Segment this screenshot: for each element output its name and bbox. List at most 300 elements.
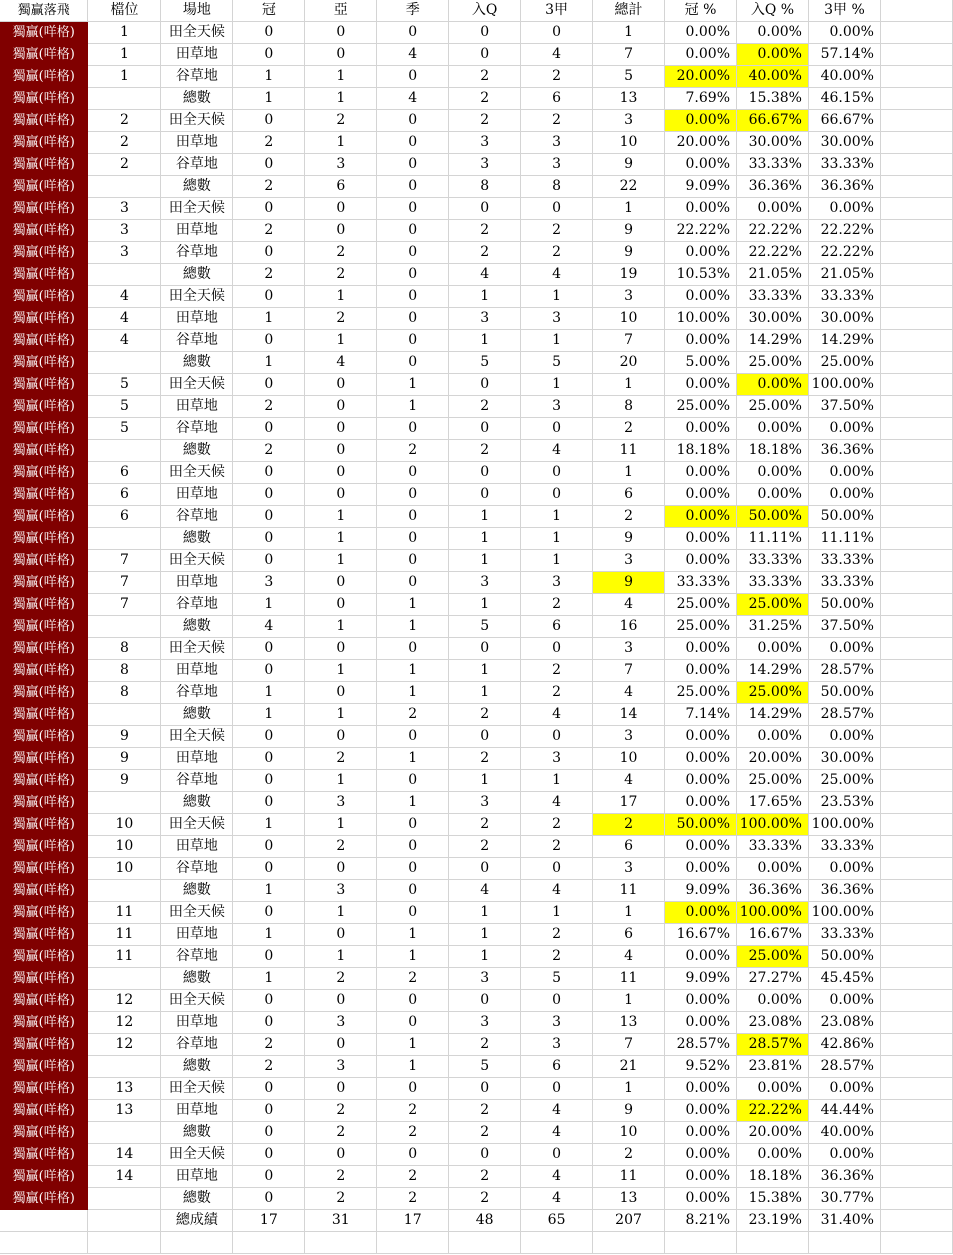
table-cell[interactable]: 1 <box>233 66 305 88</box>
empty-cell[interactable] <box>880 902 952 924</box>
table-cell[interactable]: 0 <box>377 1144 449 1166</box>
table-cell[interactable]: 21.05% <box>808 264 880 286</box>
table-cell[interactable]: 25.00% <box>737 594 809 616</box>
empty-cell[interactable] <box>880 748 952 770</box>
table-cell[interactable]: 0 <box>449 418 521 440</box>
table-cell[interactable]: 6 <box>88 506 161 528</box>
table-cell[interactable]: 田草地 <box>161 308 233 330</box>
table-cell[interactable]: 12 <box>88 990 161 1012</box>
table-cell[interactable]: 22.22% <box>737 242 809 264</box>
empty-cell[interactable] <box>880 1188 952 1210</box>
table-cell[interactable]: 0 <box>449 198 521 220</box>
row-label[interactable]: 獨贏(咩格) <box>0 506 88 528</box>
empty-cell[interactable] <box>880 880 952 902</box>
table-cell[interactable]: 0 <box>233 770 305 792</box>
table-cell[interactable]: 0.00% <box>665 550 737 572</box>
table-cell[interactable]: 4 <box>521 264 593 286</box>
empty-cell[interactable] <box>880 1144 952 1166</box>
row-label[interactable]: 獨贏(咩格) <box>0 1056 88 1078</box>
table-cell[interactable]: 4 <box>521 1122 593 1144</box>
table-cell[interactable]: 0.00% <box>808 418 880 440</box>
table-cell[interactable]: 1 <box>233 682 305 704</box>
table-cell[interactable]: 50.00% <box>808 682 880 704</box>
table-cell[interactable]: 10 <box>593 132 665 154</box>
table-cell[interactable]: 0.00% <box>737 990 809 1012</box>
table-cell[interactable]: 0 <box>305 440 377 462</box>
table-cell[interactable]: 17.65% <box>737 792 809 814</box>
table-cell[interactable]: 5 <box>521 968 593 990</box>
table-cell[interactable]: 36.36% <box>808 440 880 462</box>
table-cell[interactable]: 谷草地 <box>161 418 233 440</box>
table-cell[interactable]: 8 <box>521 176 593 198</box>
table-cell[interactable]: 2 <box>233 220 305 242</box>
table-cell[interactable]: 45.45% <box>808 968 880 990</box>
empty-cell[interactable] <box>880 1012 952 1034</box>
table-cell[interactable]: 2 <box>521 814 593 836</box>
table-cell[interactable]: 36.36% <box>737 176 809 198</box>
table-cell[interactable]: 3 <box>449 968 521 990</box>
table-cell[interactable]: 1 <box>305 286 377 308</box>
table-cell[interactable]: 1 <box>305 946 377 968</box>
table-cell[interactable]: 3 <box>521 1012 593 1034</box>
column-header[interactable]: 入Q % <box>737 0 809 22</box>
table-cell[interactable]: 0 <box>305 220 377 242</box>
table-cell[interactable]: 0 <box>233 1012 305 1034</box>
table-cell[interactable]: 1 <box>521 528 593 550</box>
table-cell[interactable]: 9 <box>593 1100 665 1122</box>
table-cell[interactable]: 1 <box>233 924 305 946</box>
table-cell[interactable]: 3 <box>521 396 593 418</box>
table-cell[interactable]: 25.00% <box>665 396 737 418</box>
row-label[interactable]: 獨贏(咩格) <box>0 990 88 1012</box>
table-cell[interactable]: 4 <box>521 704 593 726</box>
empty-cell[interactable] <box>880 1056 952 1078</box>
table-cell[interactable]: 谷草地 <box>161 858 233 880</box>
table-cell[interactable]: 13 <box>593 1012 665 1034</box>
column-header[interactable]: 總計 <box>593 0 665 22</box>
table-cell[interactable]: 田草地 <box>161 748 233 770</box>
table-cell[interactable]: 1 <box>233 968 305 990</box>
table-cell[interactable]: 0 <box>233 528 305 550</box>
table-cell[interactable]: 0.00% <box>737 462 809 484</box>
table-cell[interactable]: 9 <box>88 726 161 748</box>
empty-cell[interactable] <box>880 726 952 748</box>
table-cell[interactable]: 9.52% <box>665 1056 737 1078</box>
table-cell[interactable]: 14.29% <box>737 704 809 726</box>
empty-cell[interactable] <box>880 88 952 110</box>
table-cell[interactable]: 2 <box>449 836 521 858</box>
table-cell[interactable]: 28.57% <box>737 1034 809 1056</box>
table-cell[interactable]: 2 <box>521 594 593 616</box>
total-cell[interactable] <box>88 1210 161 1232</box>
empty-cell[interactable] <box>377 1232 449 1254</box>
table-cell[interactable]: 1 <box>521 770 593 792</box>
empty-cell[interactable] <box>880 286 952 308</box>
table-cell[interactable]: 33.33% <box>808 836 880 858</box>
table-cell[interactable]: 13 <box>593 1188 665 1210</box>
table-cell[interactable]: 0 <box>233 660 305 682</box>
table-cell[interactable]: 7 <box>88 550 161 572</box>
table-cell[interactable]: 田全天候 <box>161 638 233 660</box>
table-cell[interactable]: 0 <box>449 858 521 880</box>
table-cell[interactable]: 2 <box>521 836 593 858</box>
table-cell[interactable]: 0 <box>377 528 449 550</box>
empty-cell[interactable] <box>880 682 952 704</box>
empty-cell[interactable] <box>880 462 952 484</box>
table-cell[interactable]: 2 <box>377 1122 449 1144</box>
table-cell[interactable]: 2 <box>593 418 665 440</box>
table-cell[interactable]: 3 <box>593 638 665 660</box>
empty-cell[interactable] <box>880 308 952 330</box>
table-cell[interactable]: 100.00% <box>808 814 880 836</box>
empty-cell[interactable] <box>880 550 952 572</box>
table-cell[interactable]: 25.00% <box>737 770 809 792</box>
row-label[interactable]: 獨贏(咩格) <box>0 1144 88 1166</box>
table-cell[interactable]: 0 <box>377 418 449 440</box>
table-cell[interactable]: 2 <box>521 946 593 968</box>
table-cell[interactable]: 33.33% <box>665 572 737 594</box>
table-cell[interactable]: 10 <box>88 836 161 858</box>
table-cell[interactable]: 1 <box>593 198 665 220</box>
table-cell[interactable]: 5 <box>449 616 521 638</box>
row-label[interactable]: 獨贏(咩格) <box>0 462 88 484</box>
table-cell[interactable]: 0.00% <box>665 506 737 528</box>
table-cell[interactable]: 0.00% <box>808 1144 880 1166</box>
row-label[interactable]: 獨贏(咩格) <box>0 396 88 418</box>
table-cell[interactable]: 20.00% <box>665 132 737 154</box>
table-cell[interactable] <box>88 1188 161 1210</box>
table-cell[interactable]: 2 <box>305 1122 377 1144</box>
empty-cell[interactable] <box>880 1100 952 1122</box>
table-cell[interactable]: 田草地 <box>161 220 233 242</box>
table-cell[interactable]: 5 <box>88 374 161 396</box>
table-cell[interactable]: 3 <box>305 880 377 902</box>
table-cell[interactable]: 4 <box>521 792 593 814</box>
empty-cell[interactable] <box>593 1232 665 1254</box>
table-cell[interactable]: 3 <box>305 1056 377 1078</box>
table-cell[interactable]: 0 <box>305 462 377 484</box>
table-cell[interactable]: 田全天候 <box>161 22 233 44</box>
table-cell[interactable]: 0 <box>233 22 305 44</box>
table-cell[interactable]: 0 <box>377 836 449 858</box>
table-cell[interactable]: 總數 <box>161 792 233 814</box>
table-cell[interactable]: 1 <box>377 682 449 704</box>
table-cell[interactable]: 4 <box>593 770 665 792</box>
table-cell[interactable]: 57.14% <box>808 44 880 66</box>
table-cell[interactable]: 0 <box>377 66 449 88</box>
table-cell[interactable]: 66.67% <box>808 110 880 132</box>
table-cell[interactable]: 0 <box>449 22 521 44</box>
table-cell[interactable]: 田全天候 <box>161 110 233 132</box>
table-cell[interactable]: 11 <box>88 924 161 946</box>
table-cell[interactable]: 9 <box>88 770 161 792</box>
table-cell[interactable]: 3 <box>593 110 665 132</box>
table-cell[interactable]: 2 <box>305 1166 377 1188</box>
table-cell[interactable]: 23.53% <box>808 792 880 814</box>
total-cell[interactable]: 23.19% <box>737 1210 809 1232</box>
table-cell[interactable]: 5 <box>593 66 665 88</box>
table-cell[interactable]: 13 <box>593 88 665 110</box>
table-cell[interactable]: 25.00% <box>665 616 737 638</box>
table-cell[interactable]: 0 <box>305 858 377 880</box>
table-cell[interactable]: 2 <box>233 396 305 418</box>
table-cell[interactable] <box>88 1056 161 1078</box>
table-cell[interactable]: 0 <box>377 726 449 748</box>
table-cell[interactable]: 0.00% <box>808 484 880 506</box>
table-cell[interactable]: 66.67% <box>737 110 809 132</box>
table-cell[interactable]: 谷草地 <box>161 506 233 528</box>
table-cell[interactable] <box>88 88 161 110</box>
table-cell[interactable]: 0.00% <box>808 638 880 660</box>
table-cell[interactable]: 50.00% <box>808 506 880 528</box>
row-label[interactable]: 獨贏(咩格) <box>0 924 88 946</box>
table-cell[interactable]: 總數 <box>161 616 233 638</box>
table-cell[interactable]: 1 <box>521 902 593 924</box>
table-cell[interactable]: 14.29% <box>737 330 809 352</box>
table-cell[interactable]: 0.00% <box>737 198 809 220</box>
table-cell[interactable]: 4 <box>521 44 593 66</box>
empty-cell[interactable] <box>737 1232 809 1254</box>
table-cell[interactable]: 3 <box>521 132 593 154</box>
table-cell[interactable]: 1 <box>521 506 593 528</box>
table-cell[interactable]: 21.05% <box>737 264 809 286</box>
table-cell[interactable]: 2 <box>305 308 377 330</box>
table-cell[interactable]: 10.00% <box>665 308 737 330</box>
table-cell[interactable]: 0 <box>377 572 449 594</box>
table-cell[interactable]: 1 <box>593 990 665 1012</box>
table-cell[interactable]: 1 <box>449 770 521 792</box>
table-cell[interactable]: 9.09% <box>665 176 737 198</box>
table-cell[interactable]: 0 <box>233 748 305 770</box>
table-cell[interactable]: 1 <box>305 506 377 528</box>
table-cell[interactable]: 1 <box>233 704 305 726</box>
table-cell[interactable]: 1 <box>88 22 161 44</box>
table-cell[interactable]: 3 <box>521 154 593 176</box>
table-cell[interactable]: 1 <box>377 792 449 814</box>
table-cell[interactable]: 5 <box>449 1056 521 1078</box>
table-cell[interactable]: 谷草地 <box>161 770 233 792</box>
table-cell[interactable]: 7.14% <box>665 704 737 726</box>
table-cell[interactable]: 2 <box>305 836 377 858</box>
table-cell[interactable]: 6 <box>593 836 665 858</box>
empty-cell[interactable] <box>880 616 952 638</box>
empty-cell[interactable] <box>880 770 952 792</box>
row-label[interactable]: 獨贏(咩格) <box>0 418 88 440</box>
table-cell[interactable]: 0 <box>377 154 449 176</box>
empty-cell[interactable] <box>880 704 952 726</box>
table-cell[interactable]: 25.00% <box>737 396 809 418</box>
table-cell[interactable]: 7 <box>593 330 665 352</box>
table-cell[interactable]: 0.00% <box>665 418 737 440</box>
table-cell[interactable]: 0 <box>377 990 449 1012</box>
table-cell[interactable]: 0.00% <box>737 418 809 440</box>
table-cell[interactable]: 10.53% <box>665 264 737 286</box>
table-cell[interactable]: 1 <box>449 594 521 616</box>
table-cell[interactable]: 田草地 <box>161 1166 233 1188</box>
table-cell[interactable]: 4 <box>521 1188 593 1210</box>
empty-cell[interactable] <box>880 1166 952 1188</box>
table-cell[interactable]: 100.00% <box>737 902 809 924</box>
table-cell[interactable]: 田全天候 <box>161 462 233 484</box>
table-cell[interactable]: 0.00% <box>665 22 737 44</box>
table-cell[interactable]: 田全天候 <box>161 286 233 308</box>
table-cell[interactable]: 3 <box>88 242 161 264</box>
table-cell[interactable]: 1 <box>305 770 377 792</box>
table-cell[interactable]: 谷草地 <box>161 330 233 352</box>
table-cell[interactable]: 4 <box>521 440 593 462</box>
table-cell[interactable]: 0 <box>305 924 377 946</box>
table-cell[interactable]: 12 <box>88 1034 161 1056</box>
table-cell[interactable]: 2 <box>305 1188 377 1210</box>
table-cell[interactable]: 0 <box>377 858 449 880</box>
table-cell[interactable]: 2 <box>521 682 593 704</box>
table-cell[interactable]: 0 <box>449 484 521 506</box>
empty-cell[interactable] <box>880 176 952 198</box>
row-label[interactable]: 獨贏(咩格) <box>0 66 88 88</box>
table-cell[interactable]: 0.00% <box>737 638 809 660</box>
table-cell[interactable]: 4 <box>88 308 161 330</box>
table-cell[interactable]: 田草地 <box>161 836 233 858</box>
table-cell[interactable]: 谷草地 <box>161 594 233 616</box>
row-label[interactable]: 獨贏(咩格) <box>0 1166 88 1188</box>
table-cell[interactable]: 總數 <box>161 880 233 902</box>
table-cell[interactable]: 0 <box>521 418 593 440</box>
empty-cell[interactable] <box>880 198 952 220</box>
table-cell[interactable]: 17 <box>593 792 665 814</box>
table-cell[interactable]: 田草地 <box>161 1012 233 1034</box>
empty-cell[interactable] <box>880 572 952 594</box>
table-cell[interactable]: 0 <box>305 1034 377 1056</box>
table-cell[interactable]: 1 <box>305 814 377 836</box>
table-cell[interactable]: 0.00% <box>665 110 737 132</box>
table-cell[interactable]: 1 <box>449 286 521 308</box>
empty-cell[interactable] <box>880 0 952 22</box>
table-cell[interactable]: 總數 <box>161 440 233 462</box>
table-cell[interactable]: 22 <box>593 176 665 198</box>
table-cell[interactable]: 33.33% <box>737 154 809 176</box>
table-cell[interactable]: 0.00% <box>665 330 737 352</box>
total-cell[interactable] <box>0 1210 88 1232</box>
table-cell[interactable]: 4 <box>593 682 665 704</box>
table-cell[interactable]: 總數 <box>161 704 233 726</box>
table-cell[interactable]: 0 <box>305 682 377 704</box>
row-label[interactable]: 獨贏(咩格) <box>0 880 88 902</box>
table-cell[interactable]: 1 <box>449 660 521 682</box>
table-cell[interactable]: 0.00% <box>808 990 880 1012</box>
table-cell[interactable]: 10 <box>88 814 161 836</box>
table-cell[interactable]: 25.00% <box>665 594 737 616</box>
table-cell[interactable]: 0 <box>449 374 521 396</box>
table-cell[interactable]: 0.00% <box>665 242 737 264</box>
table-cell[interactable]: 0 <box>521 858 593 880</box>
table-cell[interactable]: 0.00% <box>737 1078 809 1100</box>
table-cell[interactable]: 11 <box>593 1166 665 1188</box>
table-cell[interactable]: 37.50% <box>808 616 880 638</box>
empty-cell[interactable] <box>880 594 952 616</box>
table-cell[interactable]: 19 <box>593 264 665 286</box>
table-cell[interactable]: 2 <box>449 704 521 726</box>
column-header[interactable]: 3甲 <box>521 0 593 22</box>
table-cell[interactable]: 0 <box>233 1166 305 1188</box>
table-cell[interactable]: 0.00% <box>665 726 737 748</box>
table-cell[interactable]: 46.15% <box>808 88 880 110</box>
table-cell[interactable]: 100.00% <box>737 814 809 836</box>
table-cell[interactable]: 36.36% <box>808 1166 880 1188</box>
table-cell[interactable]: 田全天候 <box>161 814 233 836</box>
table-cell[interactable]: 0 <box>377 308 449 330</box>
table-cell[interactable]: 1 <box>305 88 377 110</box>
column-header[interactable]: 冠 <box>233 0 305 22</box>
table-cell[interactable]: 4 <box>377 88 449 110</box>
empty-cell[interactable] <box>880 660 952 682</box>
empty-cell[interactable] <box>880 858 952 880</box>
table-cell[interactable]: 谷草地 <box>161 1034 233 1056</box>
table-cell[interactable]: 33.33% <box>737 572 809 594</box>
row-label[interactable]: 獨贏(咩格) <box>0 374 88 396</box>
table-cell[interactable]: 10 <box>593 748 665 770</box>
table-cell[interactable]: 0 <box>305 1078 377 1100</box>
table-cell[interactable]: 0 <box>377 1012 449 1034</box>
table-cell[interactable]: 8 <box>88 660 161 682</box>
table-cell[interactable]: 0 <box>377 220 449 242</box>
table-cell[interactable]: 0.00% <box>665 1144 737 1166</box>
table-cell[interactable]: 4 <box>521 1100 593 1122</box>
table-cell[interactable]: 9.09% <box>665 880 737 902</box>
table-cell[interactable]: 22.22% <box>808 242 880 264</box>
column-header[interactable]: 場地 <box>161 0 233 22</box>
table-cell[interactable]: 30.00% <box>808 308 880 330</box>
table-cell[interactable]: 1 <box>88 44 161 66</box>
table-cell[interactable]: 2 <box>233 264 305 286</box>
table-cell[interactable]: 1 <box>593 1078 665 1100</box>
row-label[interactable]: 獨贏(咩格) <box>0 616 88 638</box>
table-cell[interactable]: 0 <box>521 638 593 660</box>
table-cell[interactable]: 0 <box>233 858 305 880</box>
table-cell[interactable]: 50.00% <box>665 814 737 836</box>
row-label[interactable]: 獨贏(咩格) <box>0 660 88 682</box>
table-cell[interactable]: 2 <box>305 748 377 770</box>
table-cell[interactable]: 1 <box>449 330 521 352</box>
table-cell[interactable]: 0.00% <box>665 484 737 506</box>
table-cell[interactable]: 33.33% <box>808 550 880 572</box>
table-cell[interactable]: 3 <box>305 154 377 176</box>
table-cell[interactable]: 田草地 <box>161 396 233 418</box>
table-cell[interactable]: 9 <box>593 528 665 550</box>
table-cell[interactable]: 2 <box>449 814 521 836</box>
table-cell[interactable]: 20.00% <box>737 1122 809 1144</box>
table-cell[interactable]: 1 <box>593 902 665 924</box>
table-cell[interactable]: 3 <box>521 308 593 330</box>
table-cell[interactable]: 20.00% <box>665 66 737 88</box>
table-cell[interactable]: 0.00% <box>665 660 737 682</box>
table-cell[interactable]: 田草地 <box>161 132 233 154</box>
table-cell[interactable]: 1 <box>377 374 449 396</box>
table-cell[interactable]: 25.00% <box>737 352 809 374</box>
table-cell[interactable]: 11 <box>593 968 665 990</box>
empty-cell[interactable] <box>88 1232 161 1254</box>
table-cell[interactable]: 2 <box>521 660 593 682</box>
table-cell[interactable]: 2 <box>377 1188 449 1210</box>
table-cell[interactable]: 2 <box>377 968 449 990</box>
table-cell[interactable]: 22.22% <box>737 1100 809 1122</box>
empty-cell[interactable] <box>880 154 952 176</box>
row-label[interactable]: 獨贏(咩格) <box>0 792 88 814</box>
table-cell[interactable]: 0.00% <box>665 154 737 176</box>
table-cell[interactable]: 0.00% <box>665 836 737 858</box>
table-cell[interactable]: 4 <box>521 880 593 902</box>
table-cell[interactable]: 1 <box>305 330 377 352</box>
table-cell[interactable]: 2 <box>449 88 521 110</box>
